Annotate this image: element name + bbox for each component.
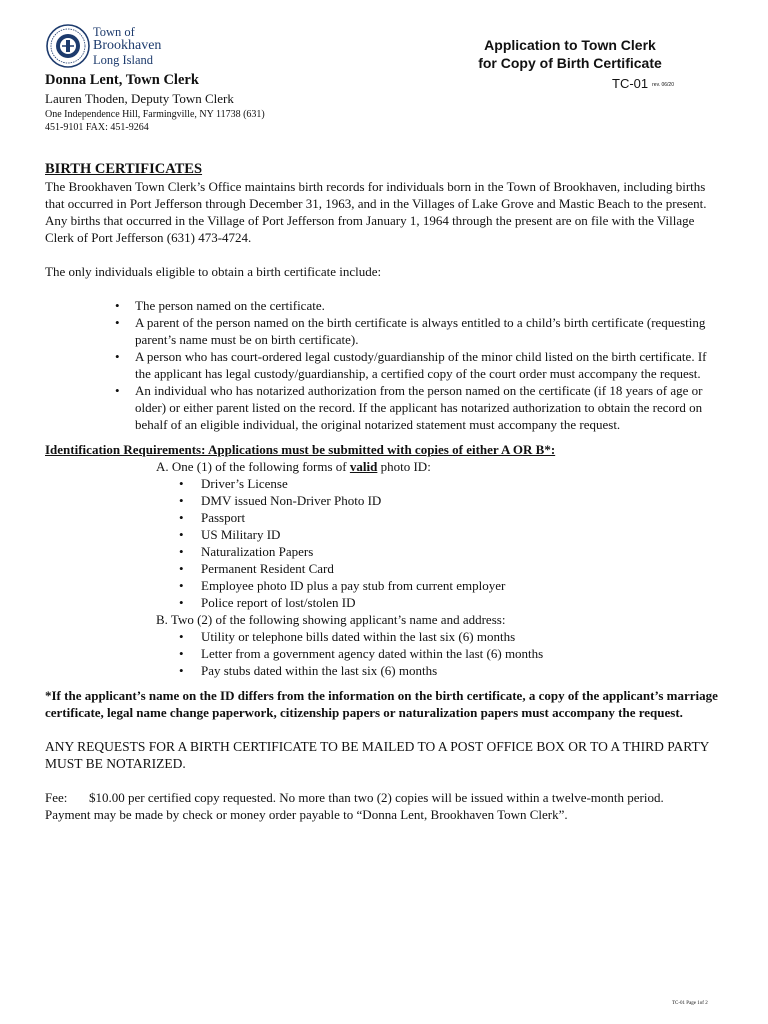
document-body [45,160,725,823]
list-item: • DMV issued Non-Driver Photo ID [201,492,725,509]
fee-label: Fee: [45,790,68,805]
fee-line-2: Payment may be made by check or money order payable to “Donna Lent, Brookhaven Town Clerk”. [45,807,568,822]
option-a-label-post: photo ID: [377,459,431,474]
town-line-1: Town of [93,25,135,39]
list-item: • Permanent Resident Card [201,560,725,577]
list-item: • Police report of lost/stolen ID [201,594,725,611]
option-a-label [156,458,725,475]
form-number-label: TC-01 [612,76,649,91]
list-item: • Pay stubs dated within the last six (6) months [201,662,725,679]
title-line-2: for Copy of Birth Certificate [478,55,662,71]
section-heading-birth: BIRTH CERTIFICATES [45,161,203,177]
list-item: • Driver’s License [201,475,725,492]
town-clerk-name: Donna Lent, Town Clerk [45,72,199,88]
name-differs-note: *If the applicant’s name on the ID differs from the information on the birth certificate, a copy of the applicant’s marriage certificate, legal name change paperwork, citizenship papers or naturalization papers must accompany the request. [45,688,718,720]
address-line: One Independence Hill, Farmingville, NY 11738 (631) [45,109,265,120]
eligible-list [45,297,725,433]
office-address [45,108,265,134]
list-item: • Utility or telephone bills dated within the last six (6) months [201,628,725,645]
town-name-block [93,25,161,67]
list-item: • An individual who has notarized authorization from the person named on the certificate (if 18 years of age or older) or either parent listed on the record. If the applicant has notarized authorization to obtain the record on behalf of an eligible individual, the original notarized statement must accompany the request. [135,382,725,433]
id-requirements-heading: Identification Requirements: Applications must be submitted with copies of either A OR B*: [45,442,556,457]
town-line-3: Long Island [93,53,154,67]
list-item: • Letter from a government agency dated within the last (6) months [201,645,725,662]
deputy-clerk-name: Lauren Thoden, Deputy Town Clerk [45,91,234,106]
list-item: • A parent of the person named on the birth certificate is always entitled to a child’s birth certificate (requesting parent’s name must be on birth certificate). [135,314,725,348]
option-a-list [156,475,725,611]
list-item: • US Military ID [201,526,725,543]
list-item: • Naturalization Papers [201,543,725,560]
list-item: • Passport [201,509,725,526]
eligible-intro: The only individuals eligible to obtain a birth certificate include: [45,264,382,279]
option-a [45,458,725,679]
revision-label: rev. 06/20 [652,81,674,88]
form-number [612,76,674,91]
option-a-label-pre: A. One (1) of the following forms of [156,459,350,474]
document-title [440,36,700,72]
town-seal-icon [46,24,90,68]
fee-line-1: $10.00 per certified copy requested. No more than two (2) copies will be issued within a twelve-month period. [89,790,664,805]
list-item: • The person named on the certificate. [135,297,725,314]
page-footer: TC-01 Page 1of 2 [672,1001,708,1006]
title-line-1: Application to Town Clerk [484,37,656,53]
option-b-list [156,628,725,679]
town-line-2: Brookhaven [93,38,162,53]
phone-fax-line: 451-9101 FAX: 451-9264 [45,122,149,133]
list-item: • A person who has court-ordered legal custody/guardianship of the minor child listed on the birth certificate. If the applicant has legal custody/guardianship, a certified copy of the court order must accompany the request. [135,348,725,382]
option-b-label: B. Two (2) of the following showing applicant’s name and address: [156,612,506,627]
intro-paragraph: The Brookhaven Town Clerk’s Office maintains birth records for individuals born in the Town of Brookhaven, including births that occurred in Port Jefferson through December 31, 1963, and in the Villages of Lake Grove and Mastic Beach to the present. Any births that occurred in the Village of Port Jefferson from January 1, 1964 through the present are on file with the Village Clerk of Port Jefferson (631) 473-4724. [45,179,707,245]
valid-emphasis: valid [349,459,378,474]
notarized-notice: ANY REQUESTS FOR A BIRTH CERTIFICATE TO BE MAILED TO A POST OFFICE BOX OR TO A THIRD PARTY MUST BE NOTARIZED. [45,739,709,771]
list-item: • Employee photo ID plus a pay stub from current employer [201,577,725,594]
fee-paragraph [45,789,725,823]
